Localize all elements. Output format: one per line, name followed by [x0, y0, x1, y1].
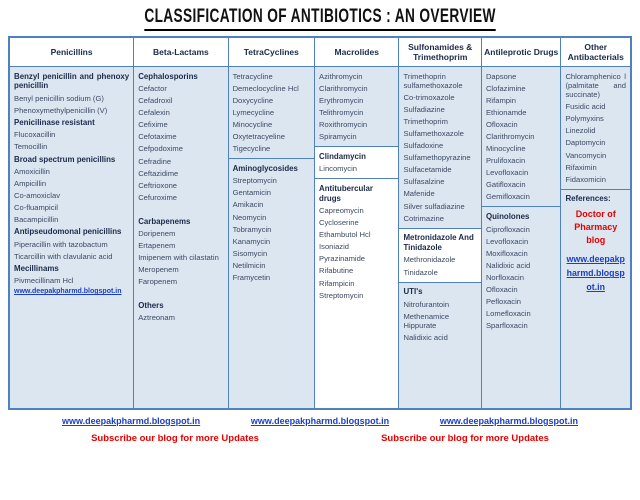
drug-item: Meropenem [138, 265, 179, 275]
drug-item: Polymyxins [565, 114, 604, 124]
column-macrolides [315, 67, 399, 408]
drug-item: Rifampicin [319, 278, 355, 288]
drug-item: Lomefloxacin [485, 308, 531, 318]
section-header: Mecillinams [14, 263, 59, 273]
drug-item: Faropenem [138, 277, 178, 287]
section-header: UTI's [403, 287, 423, 297]
subscribe-text: Subscribe our blog for more Updates [381, 433, 549, 444]
column-section [315, 67, 398, 146]
drug-item: Demeclocycline Hcl [232, 83, 299, 93]
drug-item: Doxycycline [232, 95, 274, 105]
drug-item: Co-fluampicil [14, 203, 58, 213]
drug-item: Lincomycin [319, 164, 358, 174]
drug-item: Linezolid [565, 126, 596, 136]
drug-item: Temocillin [14, 142, 48, 152]
drug-item: Levofloxacin [485, 236, 529, 246]
page-title: CLASSIFICATION OF ANTIBIOTICS : AN OVERVIEW [144, 6, 495, 31]
drug-item: Oxytetracyeline [232, 132, 285, 142]
drug-item: Isoniazid [319, 242, 350, 252]
drug-item: Silver sulfadiazine [403, 201, 465, 211]
drug-item: Dapsone [485, 71, 517, 81]
column-header-other-antibacterials: Other Antibacterials [561, 38, 630, 67]
drug-item: Prulifoxacin [485, 156, 526, 166]
drug-item: Sulfasalzine [403, 177, 445, 187]
drug-item: Framycetin [232, 272, 271, 282]
drug-item: Chloramphenico l (palmitate and succinate) [565, 71, 626, 100]
drug-item: Ofloxacin [485, 284, 518, 294]
section-header: Others [138, 300, 164, 310]
drug-item: Piperacillin with tazobactum [14, 239, 108, 249]
drug-item: Tobramycin [232, 224, 272, 234]
column-section [134, 67, 227, 408]
drug-item: Cefixime [138, 120, 168, 130]
drug-item: Cefradine [138, 156, 172, 166]
spacer [138, 205, 223, 214]
drug-item: Minocycline [485, 144, 526, 154]
drug-item: Ertapenem [138, 240, 176, 250]
drug-item: Amikacin [232, 200, 264, 210]
column-tetracyclines [229, 67, 315, 408]
section-header: Cephalosporins [138, 71, 198, 81]
drug-item: Tigecycline [232, 144, 271, 154]
drug-item: Nalidixic acid [403, 333, 448, 343]
drug-item: Tinidazole [403, 267, 438, 277]
drug-item: Levofloxacin [485, 168, 529, 178]
column-section [315, 178, 398, 408]
section-header: Benzyl penicillin and phenoxy penicillin [14, 71, 130, 91]
drug-item: Imipenem with cilastatin [138, 253, 219, 263]
subscribe-text: Subscribe our blog for more Updates [91, 433, 259, 444]
drug-item: Streptomycin [319, 290, 364, 300]
drug-item: Roxithromycin [319, 119, 368, 129]
drug-item: Erythromycin [319, 95, 364, 105]
section-header: Clindamycin [319, 151, 366, 161]
drug-item: Ofloxacin [485, 119, 518, 129]
column-section [229, 158, 314, 408]
drug-item: Benyl penicillin sodium (G) [14, 93, 104, 103]
title-bar [0, 6, 640, 31]
section-header: References: [565, 194, 611, 204]
drug-item: Netilmicin [232, 260, 266, 270]
drug-item: Capreomycin [319, 206, 364, 216]
blog-link[interactable]: www.deepakpharmd.blogspot.in [250, 416, 390, 426]
column-section [229, 67, 314, 158]
drug-item: Phenoxymethylpenicillin (V) [14, 105, 108, 115]
drug-item: Ticarcillin with clavulanic acid [14, 251, 113, 261]
drug-item: Clarithromycin [319, 83, 368, 93]
drug-item: Streptomycin [232, 176, 277, 186]
drug-item: Neomycin [232, 212, 267, 222]
drug-item: Trimethoprin sulfamethoxazole [403, 71, 463, 91]
drug-item: Telithromycin [319, 107, 364, 117]
drug-item: Flucoxacillin [14, 130, 56, 140]
drug-item: Sulfacetamide [403, 165, 452, 175]
drug-item: Ceftrioxone [138, 180, 178, 190]
section-header: Quinolones [485, 212, 530, 222]
drug-item: Sulfadiazine [403, 105, 445, 115]
section-header: Aminoglycosides [232, 163, 298, 173]
drug-item: Methronidazole [403, 255, 456, 265]
blog-link[interactable]: www.deepakpharmd.blogspot.in [14, 288, 122, 296]
drug-item: Cycloserine [319, 218, 359, 228]
drug-item: Sulfamethopyrazine [403, 153, 471, 163]
drug-item: Cotrimazine [403, 213, 444, 223]
drug-item: Gatifloxacin [485, 180, 526, 190]
drug-item: Rifaximin [565, 162, 597, 172]
drug-item: Spiramycin [319, 132, 357, 142]
column-section [315, 146, 398, 178]
column-section [561, 189, 630, 408]
drug-item: Sparfloxacin [485, 320, 528, 330]
drug-item: Doripenem [138, 228, 176, 238]
drug-item: Sisomycin [232, 248, 268, 258]
column-section [561, 67, 630, 189]
drug-item: Minocycline [232, 119, 273, 129]
drug-item: Cefactor [138, 84, 167, 94]
reference-text: Doctor of Pharmacy blog [574, 209, 618, 246]
drug-item: Cefadroxil [138, 96, 173, 106]
spacer [138, 289, 223, 298]
drug-item: Nitrofurantoin [403, 299, 450, 309]
drug-item: Clarithromycin [485, 132, 535, 142]
antibiotics-table [8, 36, 632, 410]
drug-item: Rifabutine [319, 266, 354, 276]
drug-item: Co-amoxiclav [14, 191, 60, 201]
drug-item: Clofazimine [485, 83, 526, 93]
drug-item: Vancomycin [565, 150, 607, 160]
drug-item: Gentamicin [232, 188, 271, 198]
column-section [10, 67, 133, 408]
section-header: Antipseudomonal penicillins [14, 227, 122, 237]
drug-item: Kanamycin [232, 236, 271, 246]
column-beta-lactams [134, 67, 228, 408]
drug-item: Ampicillin [14, 178, 47, 188]
drug-item: Ethionamde [485, 107, 527, 117]
drug-item: Pyrazinamide [319, 254, 366, 264]
drug-item: Sulfamethoxazole [403, 129, 464, 139]
column-header-sulfonamides-trimethoprim: Sulfonamides & Trimethoprim [399, 38, 481, 67]
footer-links [0, 410, 640, 426]
drug-item: Co-trimoxazole [403, 93, 455, 103]
column-section [399, 228, 480, 282]
drug-item: Tetracycline [232, 71, 273, 81]
column-header-penicillins: Penicillins [10, 38, 134, 67]
column-section [482, 206, 560, 408]
drug-item: Fusidic acid [565, 102, 606, 112]
section-header: Carbapenems [138, 216, 191, 226]
drug-item: Trimethoprim [403, 117, 448, 127]
section-header: Metronidazole And Tinidazole [403, 233, 474, 253]
drug-item: Gemifloxacin [485, 192, 530, 202]
section-header: Penicilinase resistant [14, 117, 95, 127]
drug-item: Cefotaxime [138, 132, 177, 142]
column-section [482, 67, 560, 206]
column-header-macrolides: Macrolides [315, 38, 399, 67]
drug-item: Methenamice Hippurate [403, 311, 450, 331]
drug-item: Cefalexin [138, 108, 170, 118]
drug-item: Ceftazidime [138, 168, 179, 178]
section-header: Broad spectrum penicillins [14, 154, 116, 164]
drug-item: Cefuroxime [138, 192, 178, 202]
drug-item: Daptomycin [565, 138, 606, 148]
column-header-tetracyclines: TetraCyclines [229, 38, 315, 67]
drug-item: Ethambutol Hcl [319, 230, 371, 240]
drug-item: Ciprofloxacin [485, 224, 530, 234]
column-other-antibacterials [561, 67, 630, 408]
column-sulfonamides-trimethoprim [399, 67, 481, 408]
drug-item: Mafenide [403, 189, 435, 199]
drug-item: Bacampicillin [14, 215, 59, 225]
column-header-antileprotic-drugs: Antileprotic Drugs [482, 38, 561, 67]
subscribe-row [0, 426, 640, 444]
drug-item: Pefloxacin [485, 296, 521, 306]
drug-item: Nalidixic acid [485, 260, 531, 270]
drug-item: Sulfadoxine [403, 141, 444, 151]
column-section [399, 282, 480, 408]
drug-item: Fidaxomicin [565, 174, 606, 184]
drug-item: Rifampin [485, 95, 516, 105]
drug-item: Azithromycin [319, 71, 363, 81]
blog-link[interactable]: www.deepakpharmd.blogspot.in [439, 416, 578, 426]
drug-item: Moxifloxacin [485, 248, 528, 258]
column-header-beta-lactams: Beta-Lactams [134, 38, 228, 67]
drug-item: Pivmecillinam Hcl [14, 276, 74, 286]
drug-item: Aztreonam [138, 313, 175, 323]
column-section [399, 67, 480, 228]
column-antileprotic-drugs [482, 67, 561, 408]
drug-item: Amoxicillin [14, 166, 50, 176]
section-header: Antitubercular drugs [319, 184, 373, 203]
blog-link[interactable]: www.deepakpharmd.blogspot.in [566, 254, 625, 293]
drug-item: Cefpodoxime [138, 144, 183, 154]
drug-item: Lymecycline [232, 107, 275, 117]
drug-item: Norfloxacin [485, 272, 524, 282]
blog-link[interactable]: www.deepakpharmd.blogspot.in [62, 416, 201, 426]
column-penicillins [10, 67, 134, 408]
